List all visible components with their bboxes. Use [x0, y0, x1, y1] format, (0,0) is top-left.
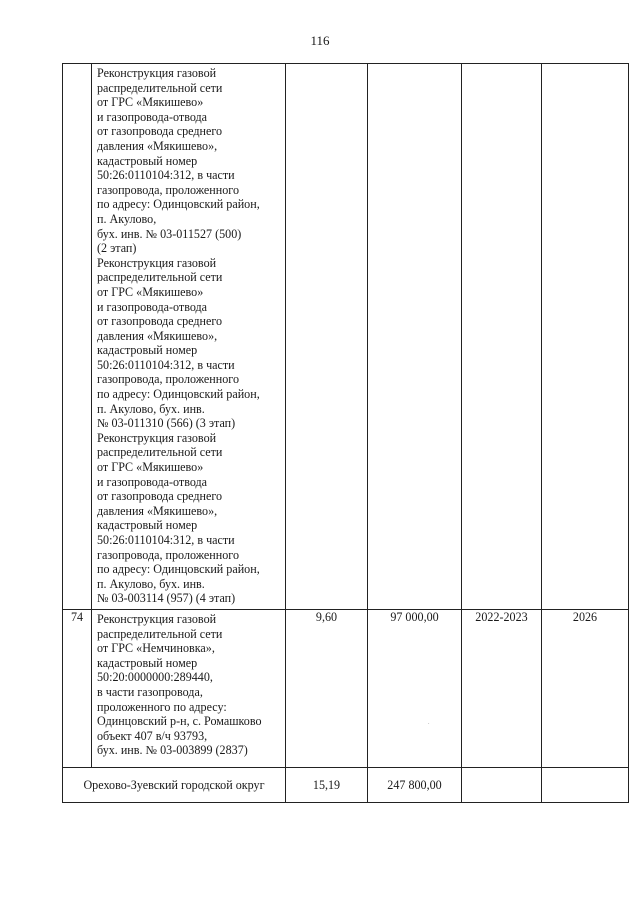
object-name-line: п. Акулово, бух. инв. — [97, 576, 205, 591]
years-cell — [462, 64, 542, 610]
scan-speck: . — [428, 720, 430, 726]
object-name-line: 50:26:0110104:312, в части — [97, 357, 235, 372]
object-name-line: 50:26:0110104:312, в части — [97, 168, 235, 183]
object-name-text — [92, 610, 285, 761]
object-name-line: Реконструкция газовой — [97, 66, 217, 80]
object-name-line: от ГРС «Мякишево» — [97, 95, 204, 110]
object-name-cell — [92, 610, 286, 768]
object-name-line: от газопровода среднего — [97, 124, 223, 139]
total-cost-cell: 247 800,00 — [368, 768, 462, 803]
object-name-line: объект 407 в/ч 93793, — [97, 728, 208, 743]
object-name-line: и газопровода-отвода — [97, 299, 208, 314]
object-name-line: давления «Мякишево», — [97, 503, 218, 518]
table-row-total — [63, 768, 629, 803]
object-name-line: бух. инв. № 03-003899 (2837) — [97, 743, 248, 758]
object-name-line: от ГРС «Немчиновка», — [97, 641, 215, 656]
object-name-line: п. Акулово, бух. инв. — [97, 401, 205, 416]
object-name-line: от ГРС «Мякишево» — [97, 460, 204, 475]
object-name-line: распределительной сети — [97, 626, 223, 641]
years-cell: 2022-2023 — [462, 610, 542, 768]
object-name-line: от газопровода среднего — [97, 489, 223, 504]
object-name-cell — [92, 64, 286, 610]
object-name-line: кадастровый номер — [97, 343, 198, 358]
total-length-cell: 15,19 — [286, 768, 368, 803]
object-name-line: № 03-003114 (957) (4 этап) — [97, 591, 236, 606]
object-name-line: от газопровода среднего — [97, 314, 223, 329]
object-name-line: (2 этап) — [97, 241, 137, 256]
end-year-cell — [542, 64, 629, 610]
cost-cell: 97 000,00 — [368, 610, 462, 768]
object-name-line: распределительной сети — [97, 270, 223, 285]
object-name-line: давления «Мякишево», — [97, 138, 218, 153]
object-name-line: Реконструкция газовой — [97, 430, 217, 445]
object-name-line: Реконструкция газовой — [97, 612, 217, 626]
object-name-line: 50:20:0000000:289440, — [97, 670, 213, 685]
total-years-cell — [462, 768, 542, 803]
object-name-text — [92, 64, 285, 609]
table-row-continued — [63, 64, 629, 610]
object-name-line: и газопровода-отвода — [97, 474, 208, 489]
object-name-line: проложенного по адресу: — [97, 699, 227, 714]
row-number-cell: 74 — [63, 610, 92, 768]
object-name-line: Реконструкция газовой — [97, 255, 217, 270]
object-name-line: в части газопровода, — [97, 684, 203, 699]
object-name-line: кадастровый номер — [97, 655, 198, 670]
object-name-line: и газопровода-отвода — [97, 109, 208, 124]
object-name-line: п. Акулово, — [97, 211, 157, 226]
object-name-line: по адресу: Одинцовский район, — [97, 562, 260, 577]
object-name-line: от ГРС «Мякишево» — [97, 284, 204, 299]
total-end-year-cell — [542, 768, 629, 803]
object-name-line: давления «Мякишево», — [97, 328, 218, 343]
object-name-line: № 03-011310 (566) (3 этап) — [97, 416, 236, 431]
object-name-line: распределительной сети — [97, 80, 223, 95]
page-number: 116 — [310, 33, 330, 48]
object-name-line: газопровода, проложенного — [97, 547, 239, 562]
length-cell — [286, 64, 368, 610]
object-name-line: Одинцовский р-н, с. Ромашково — [97, 714, 262, 729]
object-name-line: 50:26:0110104:312, в части — [97, 533, 235, 547]
row-number-cell — [63, 64, 92, 610]
object-name-line: бух. инв. № 03-011527 (500) — [97, 226, 242, 241]
object-name-line: кадастровый номер — [97, 518, 198, 533]
end-year-cell: 2026 — [542, 610, 629, 768]
length-cell: 9,60 — [286, 610, 368, 768]
object-name-line: по адресу: Одинцовский район, — [97, 387, 260, 402]
object-name-line: газопровода, проложенного — [97, 182, 239, 197]
object-name-line: по адресу: Одинцовский район, — [97, 197, 260, 212]
total-label-cell: Орехово-Зуевский городской округ — [63, 768, 286, 803]
program-table — [62, 63, 629, 803]
object-name-line: газопровода, проложенного — [97, 372, 239, 387]
object-name-line: кадастровый номер — [97, 153, 198, 168]
cost-cell — [368, 64, 462, 610]
object-name-line: распределительной сети — [97, 445, 223, 460]
table-row-74 — [63, 610, 629, 768]
